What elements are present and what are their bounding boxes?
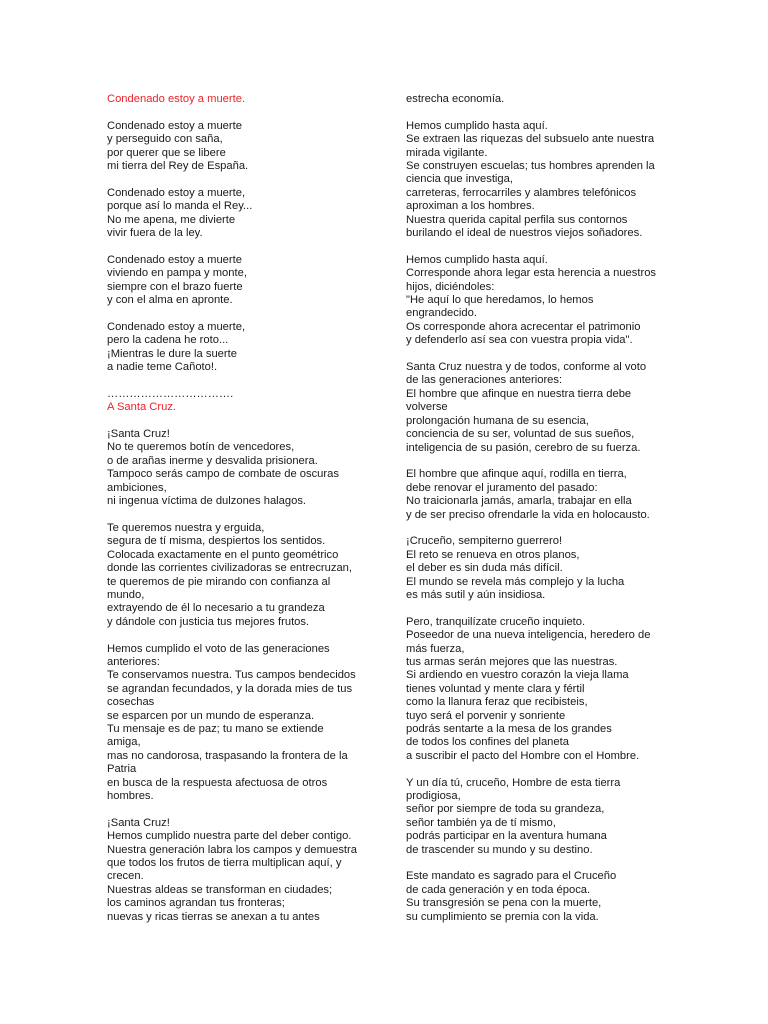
text-line: Tampoco serás campo de combate de oscuras [107, 468, 339, 481]
text-line: carreteras, ferrocarriles y alambres telefónicos [406, 186, 637, 199]
text-line: El reto se renueva en otros planos, [406, 548, 580, 561]
text-line: podrás participar en la aventura humana [406, 830, 607, 843]
stanza [107, 120, 387, 174]
text-line: Te conservamos nuestra. Tus campos bendecidos [107, 669, 356, 682]
text-line: engrandecido. [406, 307, 477, 320]
text-line: extrayendo de él lo necesario a tu grandeza [107, 602, 325, 615]
text-line: Condenado estoy a muerte, [107, 320, 246, 333]
text-line: ciencia que investiga, [406, 173, 513, 186]
text-line: de trascender su mundo y su destino. [406, 843, 593, 856]
section-title: A Santa Cruz. [107, 401, 177, 414]
text-line: su cumplimiento se premia con la vida. [406, 910, 599, 923]
stanza [107, 522, 387, 629]
text-line: Poseedor de una nueva inteligencia, heredero de [406, 629, 651, 642]
text-line: Colocada exactamente en el punto geométrico [107, 548, 339, 561]
text-line: ambiciones, [107, 481, 167, 494]
text-line: ¡Santa Cruz! [107, 816, 170, 829]
stanza [406, 777, 662, 857]
text-line: debe renovar el juramento del pasado: [406, 481, 598, 494]
stanza [107, 428, 387, 508]
text-line: a suscribir el pacto del Hombre con el Hombre. [406, 749, 640, 762]
text-line: que todos los frutos de tierra multiplican aquí, y [107, 857, 342, 870]
text-line: cosechas [107, 696, 155, 709]
text-line: señor por siempre de toda su grandeza, [406, 803, 605, 816]
text-line: El hombre que afinque en nuestra tierra debe [406, 387, 632, 400]
stanza [406, 535, 662, 602]
text-line: porque así lo manda el Rey... [107, 200, 253, 213]
text-line: Condenado estoy a muerte [107, 119, 242, 132]
text-line: de cada generación y en toda época. [406, 883, 591, 896]
text-line: ¡Santa Cruz! [107, 428, 170, 441]
text-line: tienes voluntad y mente clara y fértil [406, 682, 585, 695]
text-line: No me apena, me divierte [107, 213, 236, 226]
stanza [406, 870, 662, 924]
text-line: Condenado estoy a muerte, [107, 186, 246, 199]
text-line: No traicionarla jamás, amarla, trabajar en ella [406, 495, 632, 508]
text-line: Tu mensaje es de paz; tu mano se extiende [107, 722, 324, 735]
text-line: Nuestra generación labra los campos y demuestra [107, 843, 357, 856]
text-line: más fuerza, [406, 642, 465, 655]
text-line: de todos los confines del planeta [406, 736, 569, 749]
text-line: hijos, diciéndoles: [406, 280, 495, 293]
text-line: volverse [406, 401, 448, 414]
text-line: crecen. [107, 870, 144, 883]
text-line: burilando el ideal de nuestros viejos soñadores. [406, 227, 643, 240]
text-line: prolongación humana de su esencia, [406, 414, 589, 427]
text-line: y de ser preciso ofrendarle la vida en holocausto. [406, 508, 650, 521]
text-line: vivir fuera de la ley. [107, 227, 203, 240]
text-line: podrás sentarte a la mesa de los grandes [406, 723, 612, 735]
text-line: Te queremos nuestra y erguida, [107, 521, 265, 534]
left-column [107, 93, 387, 924]
text-line: y defenderlo así sea con vuestra propia vida". [406, 334, 633, 347]
stanza [107, 388, 387, 415]
text-line: El hombre que afinque aquí, rodilla en tierra, [406, 468, 627, 481]
text-line: aproximan a los hombres. [406, 200, 535, 213]
text-line: Nuestras aldeas se transforman en ciudades; [107, 883, 333, 896]
text-line: ¡Cruceño, sempiterno guerrero! [406, 535, 563, 548]
text-line: como la llanura feraz que recibisteis, [406, 696, 588, 709]
text-line: y con el alma en apronte. [107, 294, 233, 307]
text-line: donde las corrientes civilizadoras se entrecruzan, [107, 562, 353, 575]
text-line: hombres. [107, 790, 154, 802]
text-line: Hemos cumplido nuestra parte del deber contigo. [107, 830, 352, 843]
stanza [107, 643, 387, 804]
text-line: mundo, [107, 588, 145, 601]
text-line: por querer que se libere [107, 146, 226, 159]
text-line: a nadie teme Cañoto!. [107, 361, 218, 374]
section-title: Condenado estoy a muerte. [107, 93, 246, 105]
stanza [107, 321, 387, 375]
text-line: señor también ya de tí mismo, [406, 816, 556, 829]
stanza [406, 361, 662, 455]
text-line: Se extraen las riquezas del subsuelo ante nuestra [406, 133, 655, 146]
text-line: ni ingenua víctima de dulzones halagos. [107, 495, 307, 508]
text-line: ¡Mientras le dure la suerte [107, 347, 237, 360]
text-line: Hemos cumplido hasta aquí. [406, 253, 548, 266]
stanza [107, 93, 387, 106]
text-line: tuyo será el porvenir y sonriente [406, 709, 566, 722]
text-line: Os corresponde ahora acrecentar el patrimonio [406, 320, 641, 333]
text-line: No te queremos botín de vencedores, [107, 441, 295, 454]
text-line: El mundo se revela más complejo y la lucha [406, 575, 625, 588]
text-line: Hemos cumplido el voto de las generaciones [107, 642, 330, 655]
text-line: Corresponde ahora legar esta herencia a nuestros [406, 267, 657, 280]
text-line: Este mandato es sagrado para el Cruceño [406, 870, 617, 883]
text-line: viviendo en pampa y monte, [107, 267, 247, 280]
text-line: mi tierra del Rey de España. [107, 160, 249, 173]
text-line: se agrandan fecundados, y la dorada mies de tus [107, 682, 353, 695]
text-line: en busca de la respuesta afectuosa de otros [107, 776, 328, 789]
text-line: segura de tí misma, despiertos los sentidos. [107, 535, 326, 548]
stanza [406, 93, 662, 106]
text-line: se esparcen por un mundo de esperanza. [107, 709, 315, 722]
separator-dots: ……………………………. [107, 387, 234, 400]
text-line: Patria [107, 763, 137, 776]
text-line: estrecha economía. [406, 93, 505, 105]
text-line: de las generaciones anteriores: [406, 374, 563, 387]
stanza [107, 187, 387, 241]
text-line: inteligencia de su pasión, cerebro de su fuerza. [406, 441, 641, 454]
text-line: siempre con el brazo fuerte [107, 280, 243, 293]
text-line: "He aquí lo que heredamos, lo hemos [406, 294, 594, 307]
text-line: y perseguido con saña, [107, 133, 223, 146]
stanza [406, 254, 662, 348]
text-line: conciencia de su ser, voluntad de sus sueños, [406, 428, 635, 441]
text-line: Si ardiendo en vuestro corazón la vieja llama [406, 669, 629, 682]
stanza [406, 120, 662, 241]
stanza [107, 254, 387, 308]
text-line: pero la cadena he roto... [107, 334, 229, 347]
text-line: nuevas y ricas tierras se anexan a tu antes [107, 910, 320, 923]
text-line: Santa Cruz nuestra y de todos, conforme al voto [406, 361, 647, 374]
stanza [406, 468, 662, 522]
right-column [406, 93, 662, 924]
text-line: Pero, tranquilízate cruceño inquieto. [406, 615, 586, 628]
text-line: tus armas serán mejores que las nuestras. [406, 655, 618, 668]
text-line: Y un día tú, cruceño, Hombre de esta tierra [406, 776, 621, 789]
text-line: Nuestra querida capital perfila sus contornos [406, 213, 628, 226]
text-line: amiga, [107, 736, 141, 749]
text-line: es más sutil y aún insidiosa. [406, 588, 546, 601]
text-line: Condenado estoy a muerte [107, 253, 242, 266]
text-line: Hemos cumplido hasta aquí. [406, 119, 548, 132]
stanza [107, 817, 387, 924]
text-line: o de arañas inerme y desvalida prisionera. [107, 454, 318, 467]
text-line: Se construyen escuelas; tus hombres aprenden la [406, 160, 655, 173]
text-line: te queremos de pie mirando con confianza al [107, 575, 331, 588]
text-line: prodigiosa, [406, 790, 461, 803]
text-line: anteriores: [107, 655, 160, 668]
stanza [406, 616, 662, 763]
text-line: los caminos agrandan tus fronteras; [107, 897, 285, 910]
text-line: el deber es sin duda más difícil. [406, 562, 563, 575]
text-line: Su transgresión se pena con la muerte, [406, 897, 602, 910]
text-line: mas no candorosa, traspasando la frontera de la [107, 749, 348, 762]
text-line: y dándole con justicia tus mejores frutos. [107, 615, 310, 628]
text-line: mirada vigilante. [406, 146, 488, 159]
